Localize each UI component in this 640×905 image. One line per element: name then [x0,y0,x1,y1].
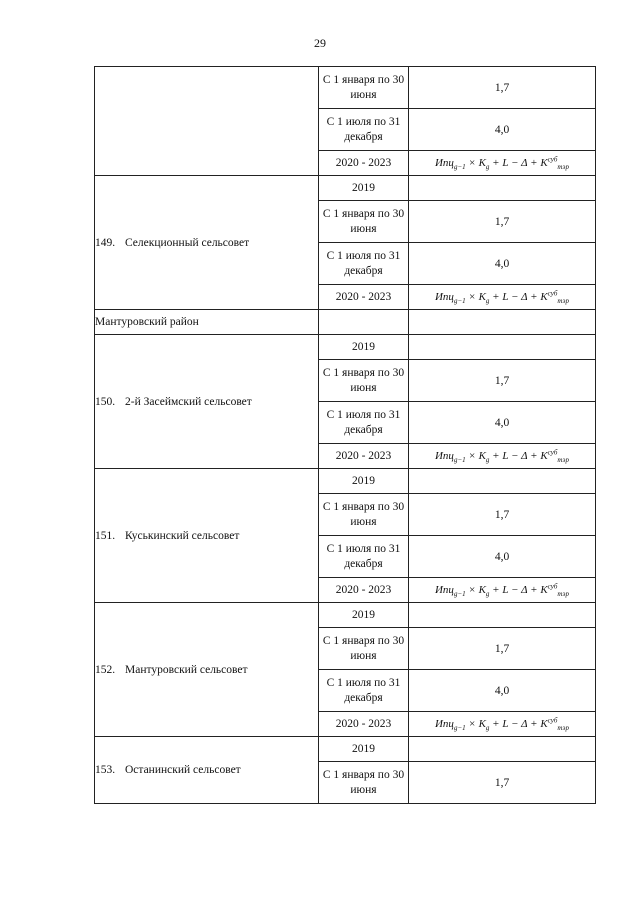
council-number: 152. [95,663,116,676]
value-cell: 4,0 [409,536,596,578]
period-cell: С 1 июля по 31 декабря [319,536,409,578]
formula-cell [409,151,596,176]
value-cell: 4,0 [409,109,596,151]
table-row [95,67,596,109]
period-cell: 2020 - 2023 [319,578,409,603]
period-cell: С 1 января по 30 июня [319,201,409,243]
council-number: 150. [95,395,116,408]
period-cell: 2020 - 2023 [319,285,409,310]
period-cell: 2019 [319,737,409,762]
table-row [95,176,596,201]
value-cell: 4,0 [409,402,596,444]
table-row [95,603,596,628]
period-cell: 2020 - 2023 [319,712,409,737]
council-cell [95,603,319,737]
council-cell [95,176,319,310]
council-number: 153. [95,764,116,776]
page-number: 29 [314,36,326,50]
council-name: Куськинский сельсовет [125,529,240,542]
period-cell: 2019 [319,469,409,494]
value-cell [409,335,596,360]
continued-name-cell [95,67,319,176]
table-row [95,737,596,762]
council-number: 151. [95,529,116,542]
table-row [95,310,596,335]
value-cell [409,469,596,494]
value-cell: 4,0 [409,243,596,285]
value-cell: 1,7 [409,762,596,804]
table-row [95,469,596,494]
formula-text: $Ипц_{g-1} \times К_g + L - \Delta + К^{суб}_{тэр}$ [434,448,569,464]
council-name: Селекционный сельсовет [125,236,250,249]
district-cell: Мантуровский район [95,310,319,335]
formula-text: $Ипц_{g-1} \times К_g + L - \Delta + К^{суб}_{тэр}$ [434,289,569,305]
period-cell: С 1 января по 30 июня [319,762,409,804]
period-cell: С 1 января по 30 июня [319,67,409,109]
value-cell: 1,7 [409,494,596,536]
council-name: 2-й Засеймский сельсовет [125,395,252,408]
value-cell [409,310,596,335]
table-row [95,335,596,360]
period-cell: 2019 [319,335,409,360]
formula-cell [409,285,596,310]
period-cell: 2019 [319,176,409,201]
value-cell [409,603,596,628]
period-cell: 2020 - 2023 [319,151,409,176]
formula-text: $Ипц_{g-1} \times К_g + L - \Delta + К^{суб}_{тэр}$ [434,155,569,171]
value-cell: 1,7 [409,628,596,670]
value-cell: 1,7 [409,201,596,243]
value-cell [409,737,596,762]
formula-text: $Ипц_{g-1} \times К_g + L - \Delta + К^{суб}_{тэр}$ [434,582,569,598]
value-cell: 1,7 [409,360,596,402]
period-cell: С 1 июля по 31 декабря [319,402,409,444]
council-cell [95,737,319,804]
council-name: Останинский сельсовет [125,764,241,776]
period-cell: С 1 июля по 31 декабря [319,670,409,712]
council-number: 149. [95,236,116,249]
period-cell [319,310,409,335]
tariff-table [94,66,596,804]
formula-cell [409,444,596,469]
value-cell: 4,0 [409,670,596,712]
formula-cell [409,712,596,737]
period-cell: 2020 - 2023 [319,444,409,469]
council-cell [95,469,319,603]
formula-cell [409,578,596,603]
period-cell: С 1 января по 30 июня [319,360,409,402]
period-cell: С 1 июля по 31 декабря [319,109,409,151]
period-cell: С 1 июля по 31 декабря [319,243,409,285]
council-name: Мантуровский сельсовет [125,663,248,676]
period-cell: С 1 января по 30 июня [319,628,409,670]
period-cell: 2019 [319,603,409,628]
value-cell: 1,7 [409,67,596,109]
value-cell [409,176,596,201]
formula-text: $Ипц_{g-1} \times К_g + L - \Delta + К^{суб}_{тэр}$ [434,716,569,732]
period-cell: С 1 января по 30 июня [319,494,409,536]
council-cell [95,335,319,469]
